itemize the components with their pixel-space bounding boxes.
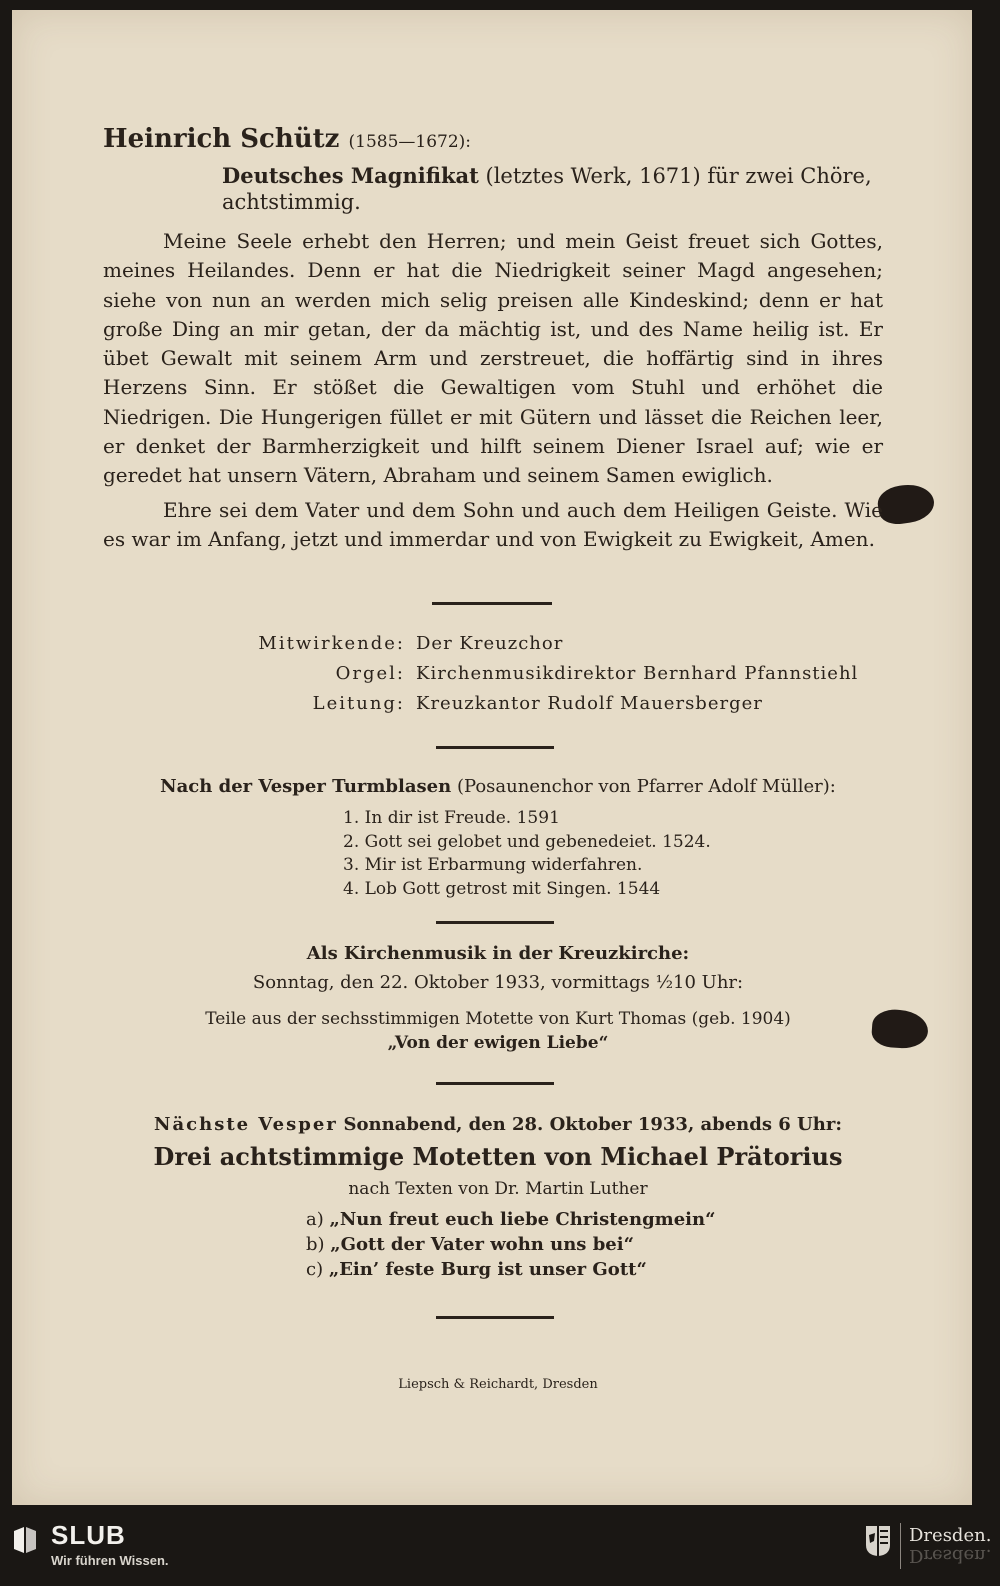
- credit-row: [0, 663, 1000, 691]
- credit-value: Kreuzkantor Rudolf Mauersberger: [416, 693, 763, 714]
- lyrics-paragraph: [103, 496, 883, 555]
- postlude-note: (Posaunenchor von Pfarrer Adolf Müller):: [456, 776, 836, 797]
- church-music-heading: Als Kirchenmusik in der Kreuzkirche:: [306, 943, 690, 964]
- list-item: 4. Lob Gott getrost mit Singen. 1544: [343, 878, 661, 899]
- viewer-footer: [0, 1515, 1000, 1586]
- city-name-reflection: Dresden.: [909, 1545, 992, 1566]
- item-title: „Ein’ feste Burg ist unser Gott“: [328, 1259, 647, 1280]
- item-letter: c): [306, 1259, 324, 1280]
- list-item: 1. In dir ist Freude. 1591: [343, 808, 560, 828]
- church-music-date: Sonntag, den 22. Oktober 1933, vormittags ½10 Uhr:: [252, 972, 744, 993]
- credit-label: Leitung:: [312, 693, 405, 714]
- credit-value: Kirchenmusikdirektor Bernhard Pfannstiehl: [416, 663, 859, 684]
- credit-row: [0, 633, 1000, 661]
- work-title: [222, 163, 890, 215]
- lyrics-text: Meine Seele erhebt den Herren; und mein Geist freuet sich Gottes, meines Heilandes. Denn er hat die Niedrigkeit seiner Magd angesehen; siehe von nun an werden mich selig preisen alle Kindeskind; denn er hat große Ding an mir getan, der da mächtig ist, und des Name heilig ist. Er übet Gewalt mit seinem Arm und zerstreuet, die hoffärtig sind in ihres Herzens Sinn. Er stößet die Gewaltigen vom Stuhl und erhöhet die Niedrigen. Die Hungerigen füllet er mit Gütern und lässet die Reichen leer, er denket der Barmherzigkeit und hilft seinem Diener Israel auf; wie er geredet hat unsern Vätern, Abraham und seinem Samen ewiglich.: [103, 229, 883, 488]
- item-title: „Nun freut euch liebe Christengmein“: [329, 1209, 716, 1230]
- city-name[interactable]: Dresden.: [909, 1525, 992, 1546]
- divider: [436, 746, 554, 749]
- library-name[interactable]: SLUB: [51, 1520, 126, 1550]
- item-title: „Gott der Vater wohn uns bei“: [330, 1234, 634, 1255]
- composer-heading: [103, 124, 471, 154]
- work-note: (letztes Werk, 1671) für zwei Chöre, achtstimmig.: [222, 164, 872, 214]
- church-music-work: [103, 1007, 893, 1055]
- next-vesper-label: Nächste Vesper: [154, 1114, 338, 1135]
- postlude-heading: [103, 776, 893, 797]
- next-vesper-line: [103, 1114, 893, 1135]
- work-name: Deutsches Magnifikat: [222, 163, 479, 188]
- list-item: 2. Gott sei gelobet und gebenedeiet. 1524.: [343, 831, 711, 852]
- divider: [436, 1316, 554, 1319]
- credits-block: [0, 633, 1000, 723]
- credit-row: [0, 693, 1000, 721]
- item-letter: a): [306, 1209, 324, 1230]
- footer-separator: [900, 1523, 901, 1569]
- list-item: [306, 1232, 715, 1257]
- next-vesper-texts: nach Texten von Dr. Martin Luther: [348, 1179, 648, 1199]
- credit-label: Mitwirkende:: [258, 633, 405, 654]
- lyrics-paragraph: [103, 227, 883, 491]
- postlude-title: Nach der Vesper Turmblasen: [160, 776, 452, 797]
- printer-imprint: Liepsch & Reichardt, Dresden: [398, 1377, 598, 1392]
- credit-value: Der Kreuzchor: [416, 633, 564, 654]
- list-item: [306, 1207, 715, 1232]
- motet-list: [306, 1207, 715, 1282]
- postlude-list: [343, 807, 711, 901]
- library-tagline: Wir führen Wissen.: [51, 1553, 169, 1568]
- church-music-description: Teile aus der sechsstimmigen Motette von Kurt Thomas (geb. 1904): [205, 1009, 791, 1029]
- list-item: [306, 1257, 715, 1282]
- divider: [436, 1082, 554, 1085]
- slub-logo-icon[interactable]: [12, 1525, 38, 1555]
- divider: [436, 921, 554, 924]
- credit-label: Orgel:: [335, 663, 405, 684]
- composer-dates: (1585—1672):: [348, 132, 472, 152]
- church-music-title: „Von der ewigen Liebe“: [387, 1033, 609, 1053]
- next-vesper-title: Drei achtstimmige Motetten von Michael Prätorius: [153, 1142, 843, 1171]
- list-item: 3. Mir ist Erbarmung widerfahren.: [343, 855, 643, 875]
- dresden-crest-icon: [865, 1525, 891, 1557]
- lyrics-text: Ehre sei dem Vater und dem Sohn und auch dem Heiligen Geiste. Wie es war im Anfang, jetzt und immerdar und von Ewigkeit zu Ewigkeit, Amen.: [103, 498, 883, 552]
- next-vesper-date: Sonnabend, den 28. Oktober 1933, abends 6 Uhr:: [343, 1114, 842, 1135]
- item-letter: b): [306, 1234, 325, 1255]
- divider: [432, 602, 552, 605]
- composer-name: Heinrich Schütz: [103, 124, 340, 154]
